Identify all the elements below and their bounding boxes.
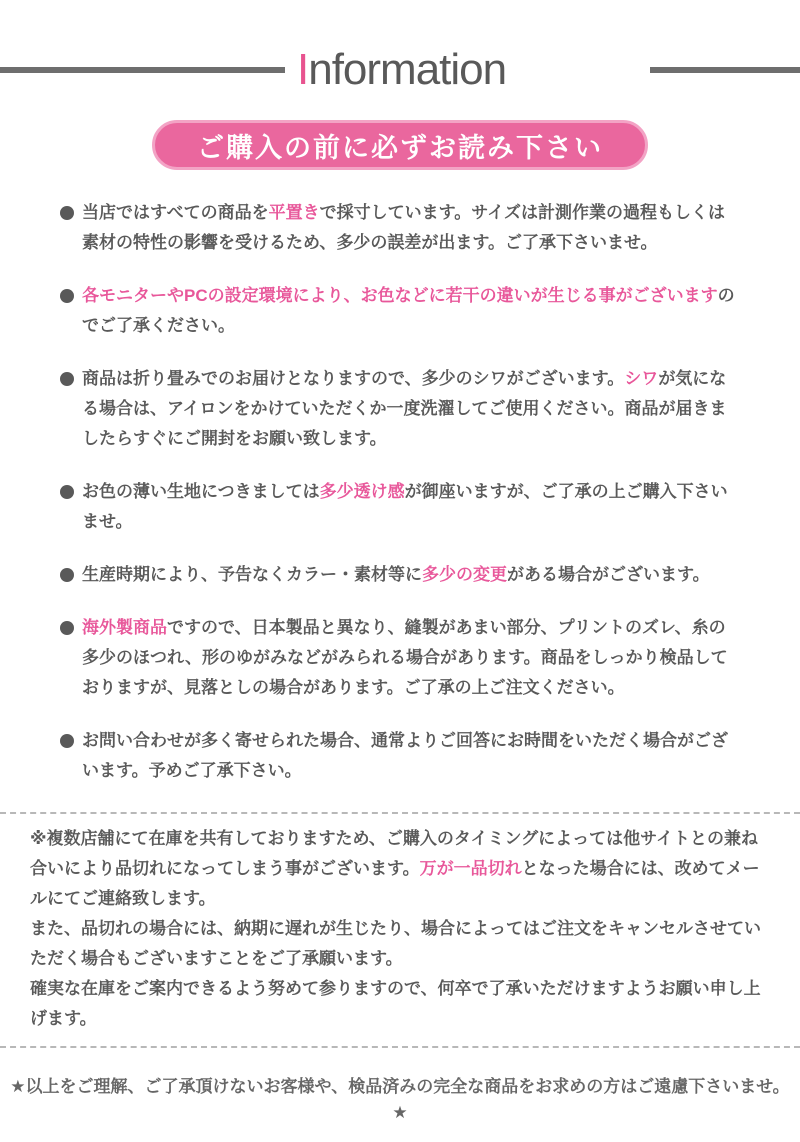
stock-notice-paragraph: また、品切れの場合には、納期に遅れが生じたり、場合によってはご注文をキャンセルさせていただく場合もございますことをご了承願います。	[30, 919, 761, 968]
note-item-sheerness	[60, 477, 740, 537]
title-rule-right	[650, 67, 800, 73]
notes-list	[0, 198, 800, 786]
note-text: 海外製商品ですので、日本製品と異なり、縫製があまい部分、プリントのズレ、糸の多少のほつれ、形のゆがみなどがみられる場合があります。商品をしっかり検品しておりますが、見落としの場合があります。ご了承の上ご注文ください。	[82, 618, 728, 697]
note-text: 生産時期により、予告なくカラー・素材等に多少の変更がある場合がございます。	[82, 565, 710, 584]
title-rule-left	[0, 67, 285, 73]
page-title-rest: nformation	[308, 45, 507, 94]
note-item-inquiry-response	[60, 726, 740, 786]
banner-label: ご購入の前に必ずお読み下さい	[197, 132, 603, 163]
bullet-circle-icon	[60, 734, 74, 748]
header	[0, 44, 800, 96]
note-text: 当店ではすべての商品を平置きで採寸しています。サイズは計測作業の過程もしくは素材の特性の影響を受けるため、多少の誤差が出ます。ご了承下さいませ。	[82, 203, 725, 252]
note-text: お問い合わせが多く寄せられた場合、通常よりご回答にお時間をいただく場合がございます。予めご了承下さい。	[82, 731, 728, 780]
bullet-circle-icon	[60, 568, 74, 582]
page-title	[297, 44, 506, 96]
note-item-wrinkles	[60, 364, 740, 454]
page-title-accent: I	[297, 45, 309, 94]
stock-notice-paragraph: ※複数店舗にて在庫を共有しておりますため、ご購入のタイミングによっては他サイトとの兼ね合いにより品切れになってしまう事がございます。万が一品切れとなった場合には、改めてメールにてご連絡致します。	[30, 829, 760, 908]
note-item-imported-goods	[60, 613, 740, 703]
note-item-monitor-color	[60, 281, 740, 341]
bullet-circle-icon	[60, 289, 74, 303]
stock-notice-paragraph: 確実な在庫をご案内できるよう努めて参りますので、何卒で了承いただけますようお願い申し上げます。	[30, 979, 761, 1028]
note-text: 商品は折り畳みでのお届けとなりますので、多少のシワがございます。シワが気になる場合は、アイロンをかけていただくか一度洗濯してご使用ください。商品が届きましたらすぐにご開封をお願い致します。	[82, 369, 727, 448]
read-before-purchase-banner	[152, 120, 648, 170]
note-text: 各モニターやPCの設定環境により、お色などに若干の違いが生じる事がございますのでご了承ください。	[82, 286, 735, 335]
bullet-circle-icon	[60, 621, 74, 635]
note-item-measurement	[60, 198, 740, 258]
bullet-circle-icon	[60, 372, 74, 386]
stock-notice-box	[0, 812, 800, 1048]
note-text: お色の薄い生地につきましては多少透け感が御座いますが、ご了承の上ご購入下さいませ。	[82, 482, 728, 531]
bullet-circle-icon	[60, 485, 74, 499]
note-item-spec-change	[60, 560, 740, 590]
bullet-circle-icon	[60, 206, 74, 220]
footer-disclaimer: ★以上をご理解、ご了承頂けないお客様や、検品済みの完全な商品をお求めの方はご遠慮下さいませ。★	[10, 1077, 790, 1122]
